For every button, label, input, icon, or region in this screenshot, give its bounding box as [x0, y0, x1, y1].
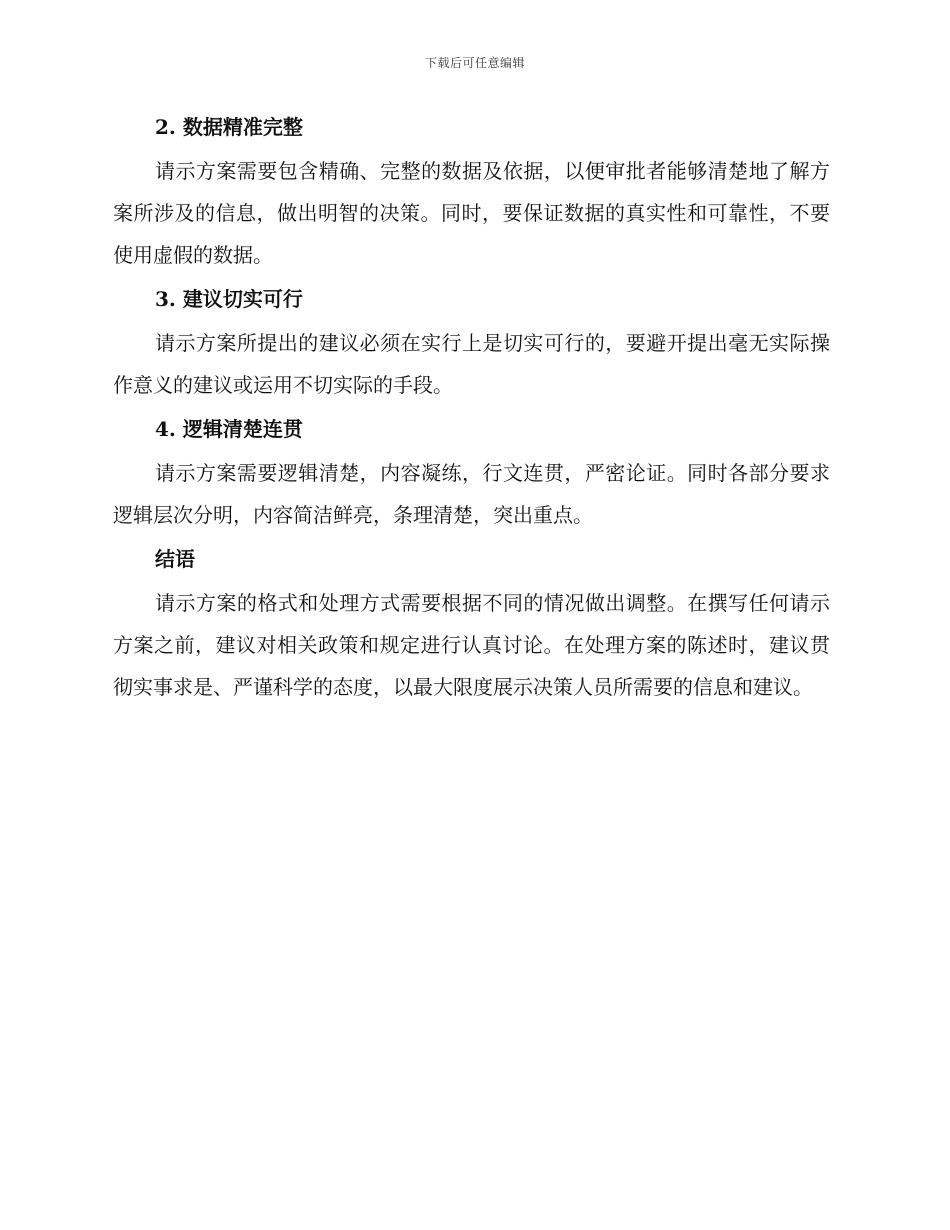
page-header-note: 下载后可任意编辑 — [424, 56, 525, 70]
section-feasible-suggestions — [113, 280, 830, 406]
section-paragraph: 请示方案需要逻辑清楚，内容凝练，行文连贯，严密论证。同时各部分要求逻辑层次分明，内容简洁鲜亮，条理清楚，突出重点。 — [113, 461, 830, 527]
section-heading: 2. 数据精准完整 — [155, 115, 303, 139]
section-data-accuracy — [113, 108, 830, 276]
section-heading: 3. 建议切实可行 — [155, 287, 303, 311]
section-paragraph: 请示方案的格式和处理方式需要根据不同的情况做出调整。在撰写任何请示方案之前，建议对相关政策和规定进行认真讨论。在处理方案的陈述时，建议贯彻实事求是、严谨科学的态度，以最大限度展示决策人员所需要的信息和建议。 — [113, 591, 830, 699]
section-conclusion — [113, 540, 830, 708]
section-paragraph: 请示方案所提出的建议必须在实行上是切实可行的，要避开提出毫无实际操作意义的建议或运用不切实际的手段。 — [113, 331, 830, 397]
section-heading: 结语 — [155, 547, 195, 571]
section-paragraph: 请示方案需要包含精确、完整的数据及依据，以便审批者能够清楚地了解方案所涉及的信息，做出明智的决策。同时，要保证数据的真实性和可靠性，不要使用虚假的数据。 — [113, 159, 830, 267]
section-heading: 4. 逻辑清楚连贯 — [155, 417, 303, 441]
section-logical-coherence — [113, 410, 830, 536]
document-body — [113, 108, 830, 708]
